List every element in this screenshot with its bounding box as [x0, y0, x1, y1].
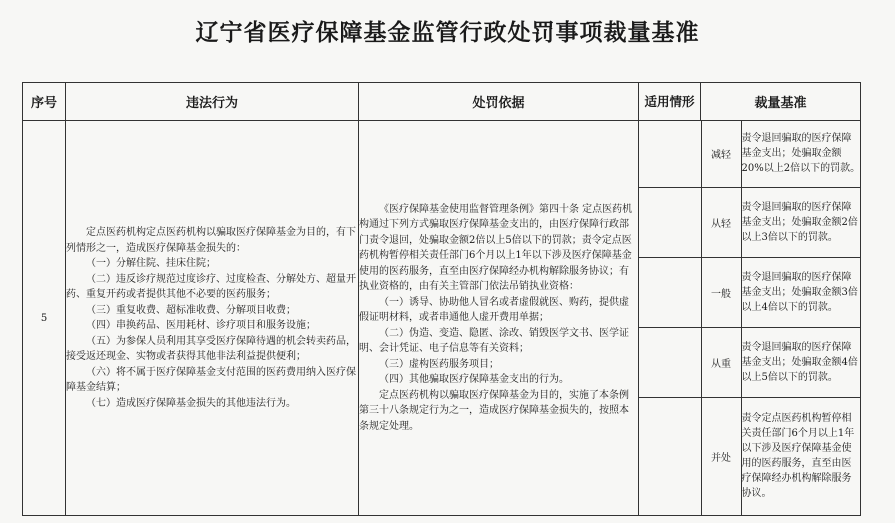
applicable-cell — [639, 327, 701, 397]
tiers-cell — [639, 121, 861, 516]
tier-standard: 责令退回骗取的医疗保障基金支出；处骗取金额4倍以上5倍以下的罚款。 — [741, 327, 861, 397]
applicable-cell — [639, 187, 701, 257]
header-violation: 违法行为 — [66, 83, 359, 121]
tier-row — [639, 257, 861, 327]
violation-item-4: （四）串换药品、医用耗材、诊疗项目和服务设施； — [86, 320, 316, 331]
penalty-table — [22, 82, 861, 516]
tier-standard: 责令退回骗取的医疗保障基金支出；处骗取金额20%以上2倍以下的罚款。 — [741, 121, 861, 187]
tier-level: 并处 — [701, 397, 741, 515]
basis-intro: 《医疗保障基金使用监督管理条例》第四十条 定点医药机构通过下列方式骗取医疗保障基金支出的，由医疗保障行政部门责令退回，处骗取金额2倍以上5倍以下的罚款；责令定点医药机构暂停相关责任部门6个月以上1年以下涉及医疗保障基金使用的医药服务，直至由医疗保障经办机构解除服务协议；有执业资格的，由有关主管部门依法吊销执业资格： — [359, 203, 633, 293]
basis-item-3: （三）虚构医药服务项目； — [379, 358, 499, 370]
basis-item-2: （二）伪造、变造、隐匿、涂改、销毁医学文书、医学证明、会计凭证、电子信息等有关资料； — [359, 327, 629, 355]
tiers-table — [639, 121, 861, 515]
tier-row — [639, 121, 861, 187]
applicable-cell — [639, 397, 701, 515]
applicable-cell — [639, 121, 701, 187]
basis-cell — [359, 121, 639, 516]
tier-row — [639, 327, 861, 397]
tier-level: 一般 — [701, 257, 741, 327]
violation-item-3: （三）重复收费、超标准收费、分解项目收费； — [86, 304, 296, 316]
violation-item-7: （七）造成医疗保障基金损失的其他违法行为。 — [86, 397, 296, 409]
header-standard: 裁量基准 — [701, 83, 861, 121]
applicable-cell — [639, 257, 701, 327]
violation-intro: 定点医药机构定点医药机构以骗取医疗保障基金为目的，有下列情形之一，造成医疗保障基金损失的： — [66, 227, 356, 254]
tier-level: 从轻 — [701, 187, 741, 257]
header-applicable: 适用情形 — [639, 83, 701, 121]
violation-cell — [66, 121, 359, 516]
basis-closing: 定点医药机构以骗取医疗保障基金为目的，实施了本条例第三十八条规定行为之一，造成医疗保障基金损失的，按照本条规定处理。 — [359, 389, 629, 432]
basis-item-1: （一）诱导、协助他人冒名或者虚假就医、购药，提供虚假证明材料，或者串通他人虚开费用单据； — [359, 296, 629, 324]
violation-item-6: （六）将不属于医疗保障基金支付范围的医药费用纳入医疗保障基金结算； — [66, 366, 356, 393]
header-basis: 处罚依据 — [359, 83, 639, 121]
tier-standard: 责令退回骗取的医疗保障基金支出；处骗取金额2倍以上3倍以下的罚款。 — [741, 187, 861, 257]
violation-item-2: （二）违反诊疗规范过度诊疗、过度检查、分解处方、超量开药、重复开药或者提供其他不必要的医药服务； — [66, 273, 356, 300]
table-row — [23, 121, 861, 516]
page-title: 辽宁省医疗保障基金监管行政处罚事项裁量基准 — [195, 20, 700, 46]
violation-item-5: （五）为参保人员利用其享受医疗保障待遇的机会转卖药品，接受返还现金、实物或者获得其他非法利益提供便利； — [66, 335, 356, 362]
tier-level: 减轻 — [701, 121, 741, 187]
row-index: 5 — [23, 121, 66, 516]
tier-level: 从重 — [701, 327, 741, 397]
tier-standard: 责令定点医药机构暂停相关责任部门6个月以上1年以下涉及医疗保障基金使用的医药服务，直至由医疗保障经办机构解除服务协议。 — [741, 397, 861, 515]
tier-standard: 责令退回骗取的医疗保障基金支出；处骗取金额3倍以上4倍以下的罚款。 — [741, 257, 861, 327]
violation-item-1: （一）分解住院、挂床住院； — [86, 258, 216, 269]
header-index: 序号 — [23, 83, 66, 121]
tier-row — [639, 187, 861, 257]
header-row — [23, 83, 861, 121]
tier-row — [639, 397, 861, 515]
basis-item-4: （四）其他骗取医疗保障基金支出的行为。 — [379, 374, 569, 386]
